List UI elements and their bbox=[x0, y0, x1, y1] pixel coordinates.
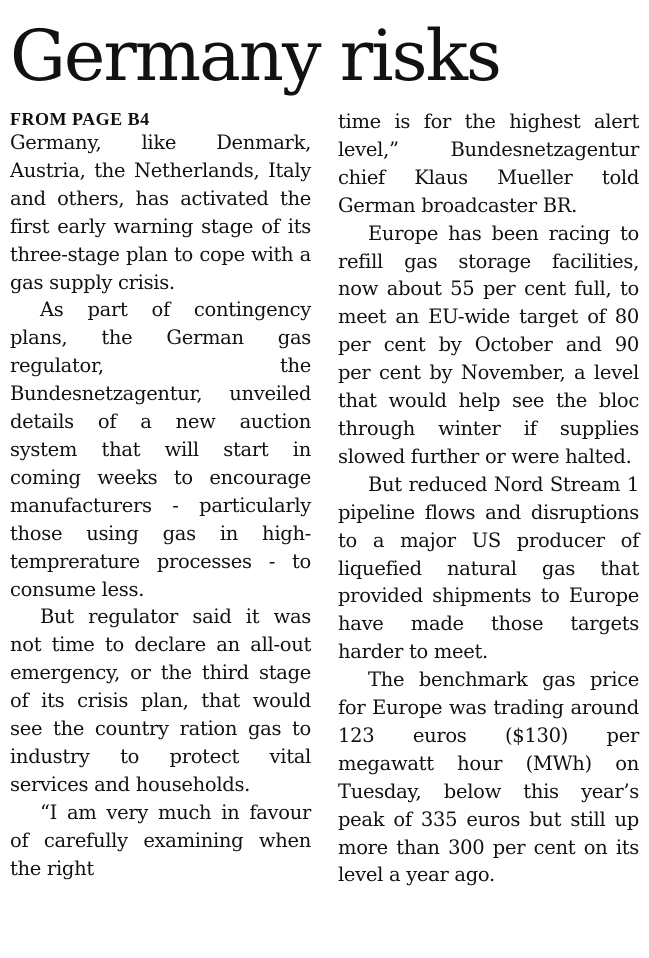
article-paragraph: Europe has been racing to refill gas storage facilities, now about 55 per cent full, to meet an EU-wide target of 80 per cent by October and 90 per cent by November, a level that would help see the bloc through winter if supplies slowed further or were halted. bbox=[338, 221, 639, 468]
article-paragraph-split: “I am very much in favour of carefully examining when the right bbox=[10, 800, 311, 880]
article-paragraph: As part of contingency plans, the German gas regulator, the Bundesnetzagentur, unveiled details of a new auction system that will start in coming weeks to encourage manufacturers - particularly those using gas in high-temprerature processes - to consume less. bbox=[10, 298, 311, 601]
headline: Germany risks bbox=[10, 15, 500, 97]
article-column-right bbox=[338, 108, 639, 889]
article-paragraph: The benchmark gas price for Europe was trading around 123 euros ($130) per megawatt hour (MWh) on Tuesday, below this year’s peak of 335 euros but still up more than 300 per cent on its level a year ago. bbox=[338, 668, 639, 887]
article-paragraph: But regulator said it was not time to declare an all-out emergency, or the third stage of its crisis plan, that would see the country ration gas to industry to protect vital services and households. bbox=[10, 605, 311, 796]
continuation-label: FROM PAGE B4 bbox=[10, 109, 150, 129]
article-paragraph-continued: time is for the highest alert level,” Bundesnetzagentur chief Klaus Mueller told German broadcaster BR. bbox=[338, 110, 639, 217]
article-column-left bbox=[10, 108, 311, 882]
article-paragraph: But reduced Nord Stream 1 pipeline flows and disruptions to a major US producer of liquefied natural gas that provided shipments to Europe have made those targets harder to meet. bbox=[338, 472, 639, 664]
article-paragraph: Germany, like Denmark, Austria, the Netherlands, Italy and others, has activated the first early warning stage of its three-stage plan to cope with a gas supply crisis. bbox=[10, 131, 311, 294]
